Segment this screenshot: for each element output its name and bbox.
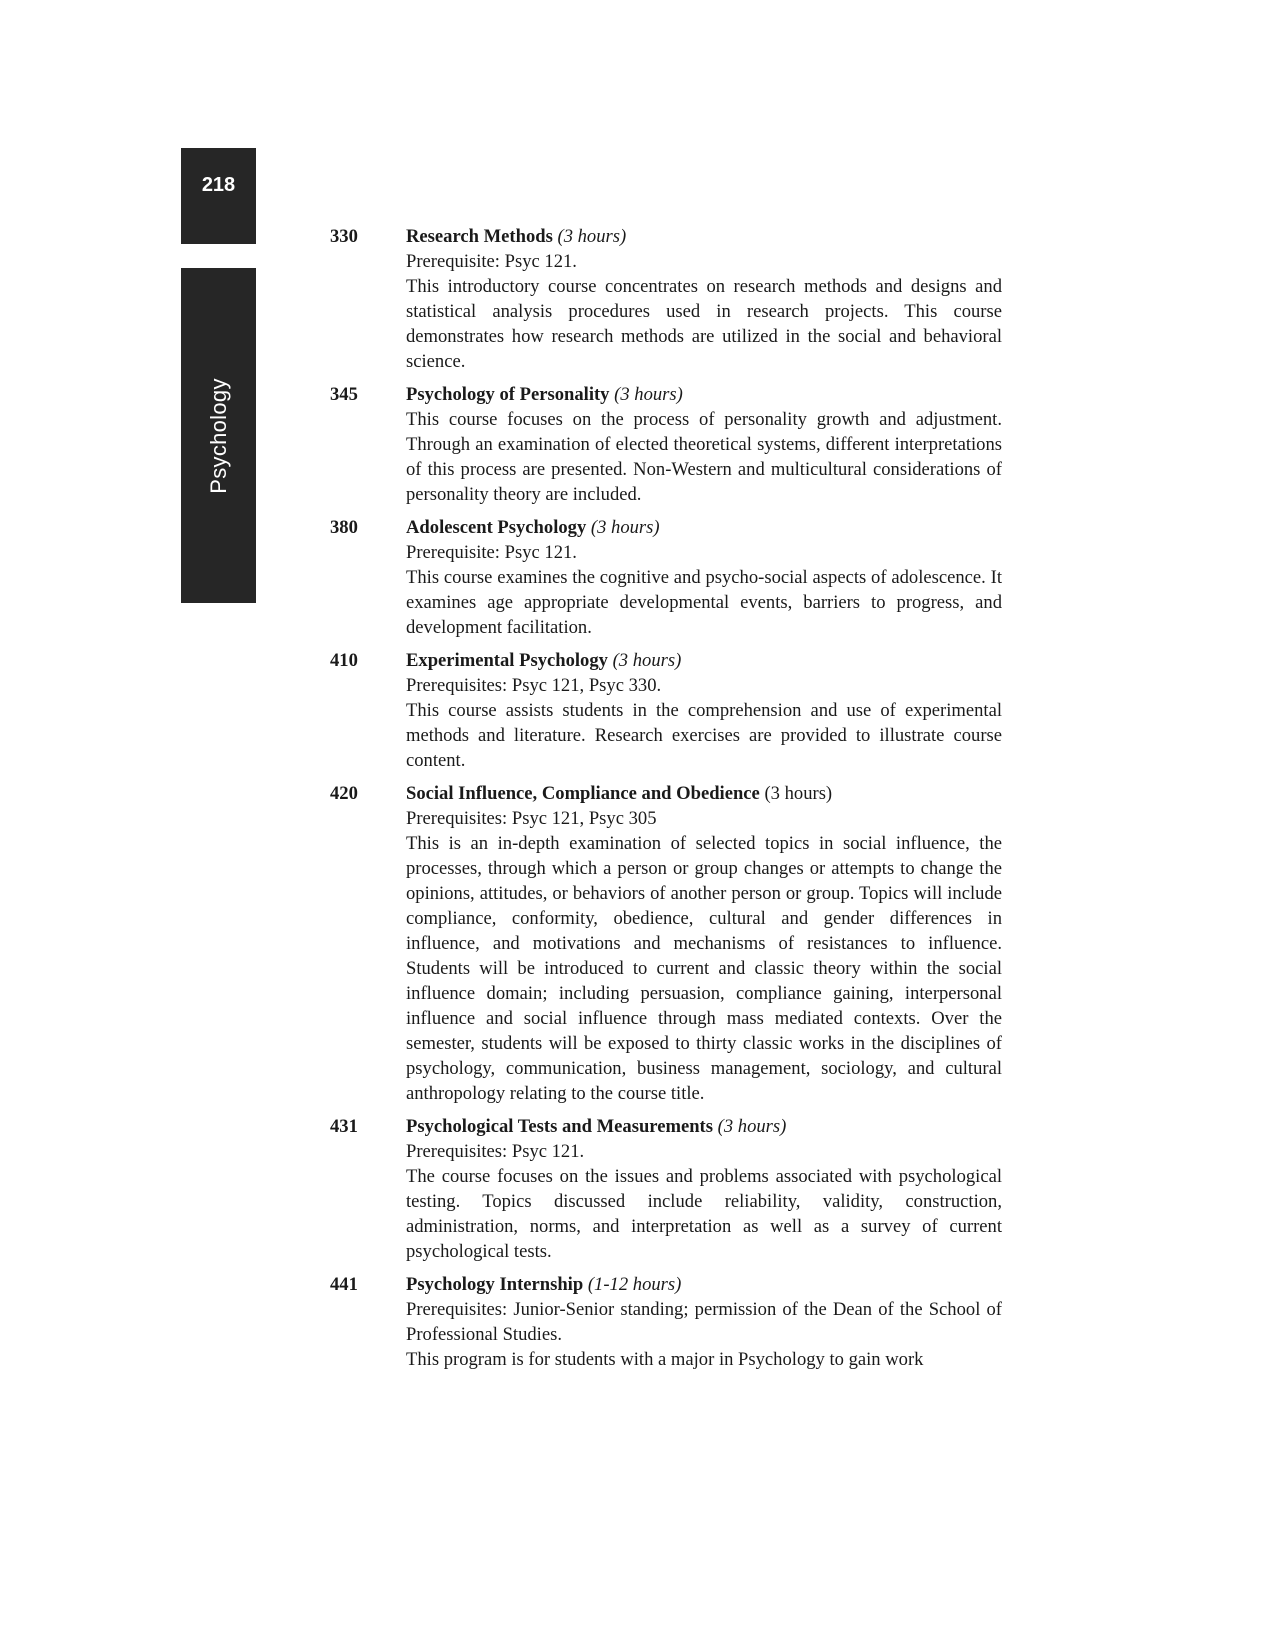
course-330 [330, 224, 1002, 374]
course-heading [406, 224, 1002, 249]
course-title: Psychological Tests and Measurements [406, 1116, 713, 1137]
course-hours: (1-12 hours) [587, 1274, 682, 1295]
course-380 [330, 515, 1002, 640]
course-title: Adolescent Psychology [406, 517, 587, 538]
page-number: 218 [201, 174, 236, 196]
course-prerequisite: Prerequisites: Junior-Senior standing; permission of the Dean of the School of Professional Studies. [406, 1299, 1002, 1345]
course-heading [406, 648, 1002, 673]
page-number-tab [181, 148, 256, 244]
course-number: 345 [330, 384, 358, 405]
course-number: 380 [330, 517, 358, 538]
course-prerequisite: Prerequisites: Psyc 121, Psyc 330. [406, 675, 662, 696]
course-hours: (3 hours) [614, 384, 683, 405]
course-hours: (3 hours) [590, 517, 660, 538]
course-number: 431 [330, 1116, 358, 1137]
course-prerequisite: Prerequisite: Psyc 121. [406, 251, 577, 272]
course-description: The course focuses on the issues and problems associated with psychological testing. Topics discussed include reliability, validity, construction, administration, norms, and interpretation as well as a survey of current psychological tests. [406, 1166, 1002, 1262]
course-431 [330, 1114, 1002, 1264]
course-hours: (3 hours) [764, 783, 833, 804]
course-title: Social Influence, Compliance and Obedience [406, 783, 760, 804]
course-420 [330, 781, 1002, 1106]
course-heading [406, 515, 1002, 540]
course-list [330, 224, 1002, 1380]
course-hours: (3 hours) [612, 650, 682, 671]
course-410 [330, 648, 1002, 773]
course-prerequisite: Prerequisite: Psyc 121. [406, 542, 577, 563]
course-hours: (3 hours) [557, 226, 627, 247]
course-prerequisite: Prerequisites: Psyc 121. [406, 1141, 585, 1162]
course-441 [330, 1272, 1002, 1372]
course-number: 441 [330, 1274, 358, 1295]
course-number: 330 [330, 226, 358, 247]
course-heading [406, 382, 1002, 407]
course-title: Research Methods [406, 226, 553, 247]
course-number: 410 [330, 650, 358, 671]
course-number: 420 [330, 783, 358, 804]
course-heading [406, 1114, 1002, 1139]
course-hours: (3 hours) [717, 1116, 787, 1137]
course-description: This course focuses on the process of personality growth and adjustment. Through an examination of elected theoretical systems, different interpretations of this process are presented. Non-Western and multicultural considerations of personality theory are included. [406, 409, 1002, 505]
section-tab-label: Psychology [205, 377, 231, 494]
course-title: Experimental Psychology [406, 650, 608, 671]
course-345 [330, 382, 1002, 507]
course-description: This course assists students in the comprehension and use of experimental methods and literature. Research exercises are provided to illustrate course content. [406, 700, 1002, 771]
course-heading [406, 781, 1002, 806]
course-description: This is an in-depth examination of selected topics in social influence, the processes, through which a person or group changes or attempts to change the opinions, attitudes, or behaviors of another person or group. Topics will include compliance, conformity, obedience, cultural and gender differences in influence, and motivations and mechanisms of resistances to influence. Students will be introduced to current and classic theory within the social influence domain; including persuasion, compliance gaining, interpersonal influence and social influence through mass mediated contexts. Over the semester, students will be exposed to thirty classic works in the disciplines of psychology, communication, business management, sociology, and cultural anthropology relating to the course title. [406, 833, 1002, 1104]
course-description: This course examines the cognitive and psycho-social aspects of adolescence. It examines age appropriate developmental events, barriers to progress, and development facilitation. [406, 567, 1002, 638]
section-tab [181, 268, 256, 603]
course-title: Psychology of Personality [406, 384, 610, 405]
course-description: This program is for students with a major in Psychology to gain work [406, 1349, 924, 1370]
course-title: Psychology Internship [406, 1274, 584, 1295]
course-heading [406, 1272, 1002, 1297]
course-description: This introductory course concentrates on research methods and designs and statistical analysis procedures used in research projects. This course demonstrates how research methods are utilized in the social and behavioral science. [406, 276, 1002, 372]
course-prerequisite: Prerequisites: Psyc 121, Psyc 305 [406, 808, 657, 829]
